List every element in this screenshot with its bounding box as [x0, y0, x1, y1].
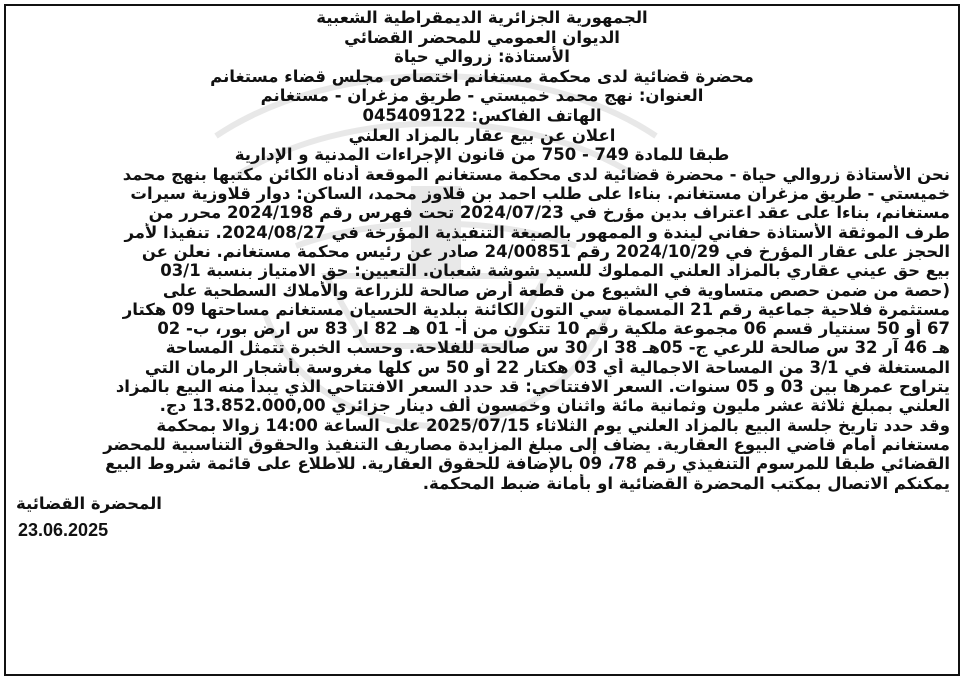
body-line: 67 أو 50 سنتيار قسم 06 مجموعة ملكية رقم 10 تتكون من أ- 01 هـ 82 ار 83 س ارض بور، ب- 02	[157, 319, 950, 339]
notice-date: 23.06.2025	[18, 519, 109, 540]
legal-notice	[4, 4, 960, 676]
header-line-republic: الجمهورية الجزائرية الديمقراطية الشعبية	[316, 8, 648, 27]
body-line: يمكنكم الاتصال بمكتب المحضرة القضائية او بأمانة ضبط المحكمة.	[422, 473, 950, 493]
body-line: هـ 46 آر 32 س صالحة للرعي ج- 05هـ 38 ار 30 س صالحة للفلاحة. وحسب الخبرة تتمثل المساحة	[165, 338, 950, 358]
header-line-address: العنوان: نهج محمد خميستي - طريق مزغران - مستغانم	[260, 86, 704, 106]
body-line: مستغانم أمام قاضي البيوع العقارية. يضاف إلى مبلغ المزايدة مصاريف التنفيذ والحقوق التناسبية للمحضر	[103, 434, 950, 454]
notice-body	[14, 165, 950, 493]
body-line: (حصة من ضمن حصص متساوية في الشيوع من قطعة أرض صالحة للزراعة والأملاك السطحية على	[162, 280, 950, 300]
header-line-phone: الهاتف الفاكس: 045409122	[362, 105, 602, 125]
body-line: يتراوح عمرها بين 03 و 05 سنوات. السعر الافتتاحي: قد حدد السعر الافتتاحي الذي يبدأ منه البيع بالمزاد	[115, 377, 950, 397]
body-line: وقد حدد تاريخ جلسة البيع بالمزاد العلني يوم الثلاثاء 2025/07/15 على الساعة 14:00 زوالا بمحكمة	[156, 415, 950, 435]
body-line: القضائي طبقا للمرسوم التنفيذي رقم 78، 09 بالإضافة للحقوق العقارية. للاطلاع على قائمة شروط البيع	[105, 454, 950, 474]
notice-header	[6, 6, 958, 165]
notice-legal-basis: طبقا للمادة 749 - 750 من قانون الإجراءات المدنية و الإدارية	[234, 145, 730, 165]
header-line-bailiff-name: الأستاذة: زروالي حياة	[394, 47, 570, 67]
body-line: مستثمرة فلاحية جماعية رقم 21 المسماة سي التون الكائنة ببلدية الحسيان مستغانم مساحتها 09 هكتار	[122, 299, 950, 319]
notice-title: اعلان عن بيع عقار بالمزاد العلني	[348, 125, 616, 145]
header-line-court: محضرة قضائية لدى محكمة مستغانم اختصاص مجلس قضاء مستغانم	[210, 66, 754, 86]
body-line: طرف الموثقة الأستاذة حفاني ليندة و الممهور بالصيغة التنفيذية المؤرخة في 2024/08/27. تنفيذا لأمر	[124, 222, 950, 242]
body-line: الحجز على عقار المؤرخ في 2024/10/29 رقم 24/00851 صادر عن رئيس محكمة مستغانم. نعلن عن	[141, 241, 950, 261]
body-line: نحن الأستاذة زروالي حياة - محضرة قضائية لدى محكمة مستغانم الموقعة أدناه الكائن مكتبها بنهج محمد	[122, 164, 950, 184]
body-line: مستغانم، بناءا على عقد اعتراف بدين مؤرخ في 2024/07/23 تحت فهرس رقم 2024/198 محرر من	[148, 203, 950, 223]
signature-label: المحضرة القضائية	[16, 493, 162, 513]
body-line: خميستي - طريق مزغران مستغانم. بناءا على طلب احمد بن قلاوز محمد، الساكن: دوار قلاوزية سيرات	[130, 184, 950, 204]
header-line-office: الديوان العمومي للمحضر القضائي	[344, 27, 620, 47]
body-line: العلني بمبلغ ثلاثة عشر مليون وثمانية مائة واثنان وخمسون ألف دينار جزائري 13.852.000,00 دج.	[159, 396, 950, 416]
body-line: المستغلة في 3/1 من المساحة الاجمالية أي 03 هكتار 22 أو 50 س كلها مغروسة بأشجار الرمان التي	[144, 357, 950, 377]
body-line: بيع حق عيني عقاري بالمزاد العلني المملوك للسيد شوشة شعبان. التعيين: حق الامتياز بنسبة 03/1	[160, 261, 950, 281]
